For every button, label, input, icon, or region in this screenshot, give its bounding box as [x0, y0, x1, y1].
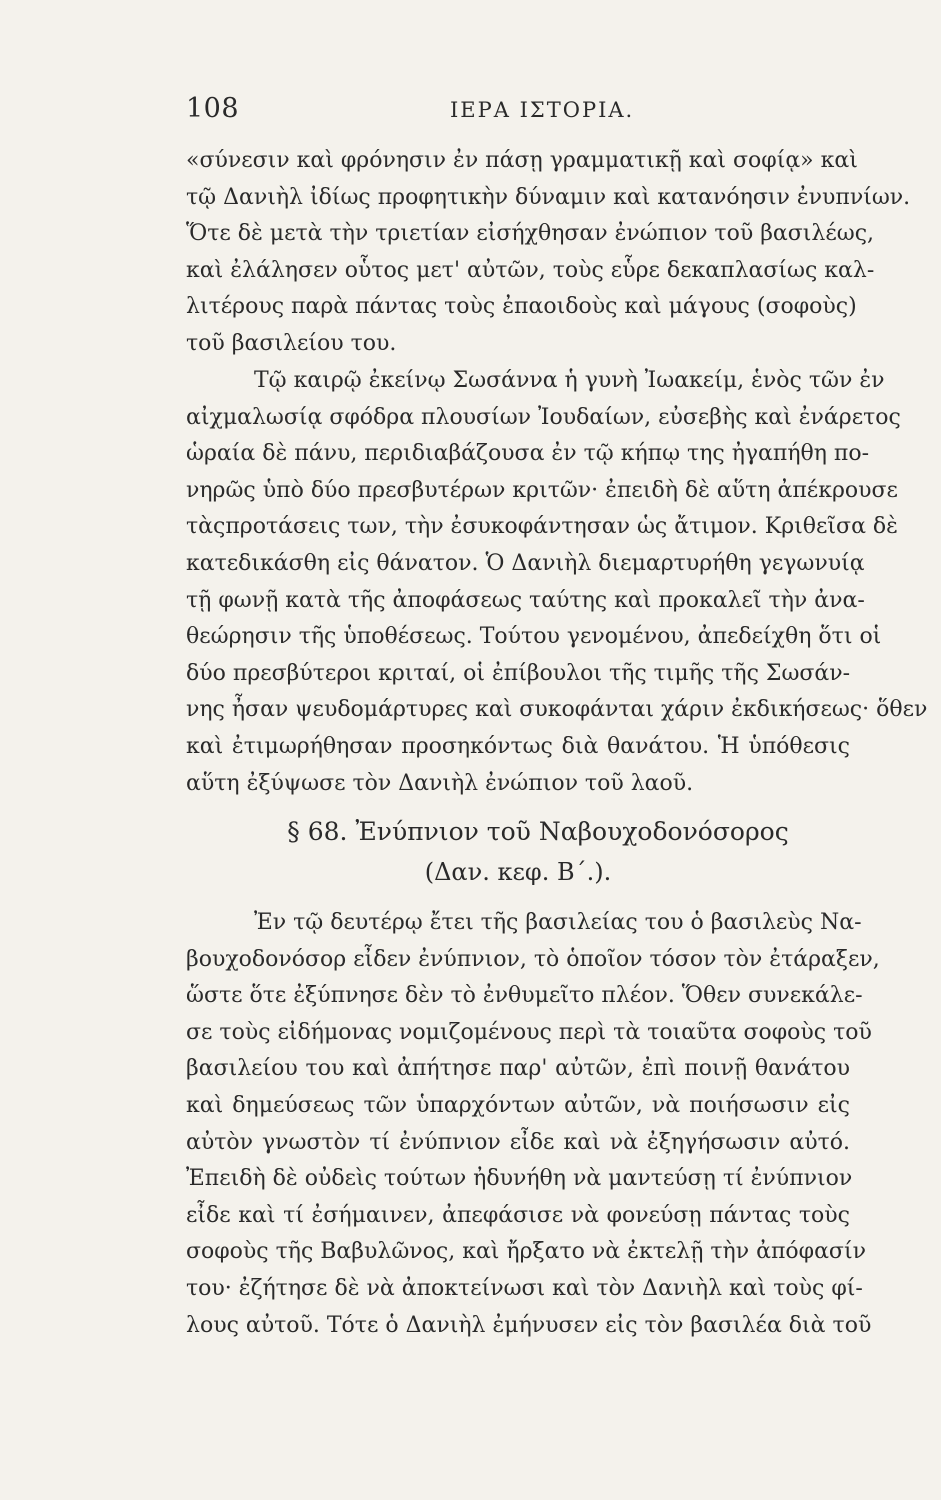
text-line: τῇ φωνῇ κατὰ τῆς ἀποφάσεως ταύτης καὶ προκαλεῖ τὴν ἀνα- [186, 587, 865, 613]
text-line: Ἐν τῷ δευτέρῳ ἔτει τῆς βασιλείας του ὁ βασιλεὺς Να- [254, 910, 862, 935]
text-line: βουχοδονόσορ εἶδεν ἐνύπνιον, τὸ ὁποῖον τόσον τὸν ἐτάραξεν, [186, 946, 880, 972]
page-number: 108 [186, 93, 240, 124]
text-line: βασιλείου του καὶ ἀπήτησε παρ' αὐτῶν, ἐπὶ ποινῇ θανάτου [186, 1056, 850, 1082]
text-line: τὰςπροτάσεις των, τὴν ἐσυκοφάντησαν ὡς ἄτιμον. Κριθεῖσα δὲ [186, 514, 898, 540]
section-reference: (Δαν. κεφ. Β΄.). [424, 858, 612, 886]
text-line: λους αὐτοῦ. Τότε ὁ Δανιὴλ ἐμήνυσεν εἰς τὸν βασιλέα διὰ τοῦ [186, 1312, 872, 1338]
text-line: νηρῶς ὑπὸ δύο πρεσβυτέρων κριτῶν· ἐπειδὴ δὲ αὕτη ἀπέκρουσε [186, 477, 898, 503]
text-line: ὡραία δὲ πάνυ, περιδιαβάζουσα ἐν τῷ κήπῳ της ἠγαπήθη πο- [186, 441, 870, 467]
text-line: σοφοὺς τῆς Βαβυλῶνος, καὶ ἤρξατο νὰ ἐκτελῇ τὴν ἀπόφασίν [186, 1239, 866, 1265]
text-line: θεώρησιν τῆς ὑποθέσεως. Τούτου γενομένου, ἀπεδείχθη ὅτι οἱ [186, 624, 882, 650]
text-line: τοῦ βασιλείου του. [186, 330, 397, 356]
text-line: Ὅτε δὲ μετὰ τὴν τριετίαν εἰσήχθησαν ἐνώπιον τοῦ βασιλέως, [186, 221, 875, 247]
section-title: § 68. Ἐνύπνιον τοῦ Ναβουχοδονόσορος [287, 817, 789, 846]
text-line: αὕτη ἐξύψωσε τὸν Δανιὴλ ἐνώπιον τοῦ λαοῦ. [186, 770, 694, 796]
text-line: «σύνεσιν καὶ φρόνησιν ἐν πάσῃ γραμματικῇ καὶ σοφίᾳ» καὶ [186, 148, 858, 173]
text-line: δύο πρεσβύτεροι κριταί, οἱ ἐπίβουλοι τῆς τιμῆς τῆς Σωσάν- [186, 660, 851, 686]
paragraph-3 [186, 905, 880, 1344]
paragraph-1 [186, 143, 911, 363]
text-line: καὶ ἐτιμωρήθησαν προσηκόντως διὰ θανάτου. Ἡ ὑπόθεσις [186, 733, 850, 759]
text-line: λιτέρους παρὰ πάντας τοὺς ἐπαοιδοὺς καὶ μάγους (σοφοὺς) [186, 294, 857, 320]
paragraph-2 [186, 363, 928, 802]
text-line: αἰχμαλωσίᾳ σφόδρα πλουσίων Ἰουδαίων, εὐσεβὴς καὶ ἐνάρετος [186, 404, 901, 430]
text-line: Τῷ καιρῷ ἐκείνῳ Σωσάννα ἡ γυνὴ Ἰωακείμ, ἑνὸς τῶν ἐν [254, 368, 885, 393]
text-line: του· ἐζήτησε δὲ νὰ ἀποκτείνωσι καὶ τὸν Δανιὴλ καὶ τοὺς φί- [186, 1275, 863, 1301]
running-title: ΙΕΡΑ ΙΣΤΟΡΙΑ. [450, 98, 635, 122]
text-line: τῷ Δανιὴλ ἰδίως προφητικὴν δύναμιν καὶ κατανόησιν ἐνυπνίων. [186, 184, 911, 210]
text-line: αὐτὸν γνωστὸν τί ἐνύπνιον εἶδε καὶ νὰ ἐξηγήσωσιν αὐτό. [186, 1129, 850, 1155]
text-line: καὶ ἐλάλησεν οὗτος μετ' αὐτῶν, τοὺς εὗρε δεκαπλασίως καλ- [186, 257, 875, 283]
text-line: εἶδε καὶ τί ἐσήμαινεν, ἀπεφάσισε νὰ φονεύσῃ πάντας τοὺς [186, 1202, 850, 1228]
text-line: σε τοὺς εἰδήμονας νομιζομένους περὶ τὰ τοιαῦτα σοφοὺς τοῦ [186, 1019, 872, 1045]
text-line: ὥστε ὅτε ἐξύπνησε δὲν τὸ ἐνθυμεῖτο πλέον. Ὅθεν συνεκάλε- [186, 983, 863, 1009]
text-line: κατεδικάσθη εἰς θάνατον. Ὁ Δανιὴλ διεμαρτυρήθη γεγωνυίᾳ [186, 550, 865, 576]
text-line: Ἐπειδὴ δὲ οὐδεὶς τούτων ἠδυνήθη νὰ μαντεύσῃ τί ἐνύπνιον [186, 1166, 853, 1192]
text-line: νης ἦσαν ψευδομάρτυρες καὶ συκοφάνται χάριν ἐκδικήσεως· ὅθεν [186, 697, 928, 723]
text-line: καὶ δημεύσεως τῶν ὑπαρχόντων αὐτῶν, νὰ ποιήσωσιν εἰς [186, 1092, 850, 1118]
section-heading [186, 812, 850, 892]
